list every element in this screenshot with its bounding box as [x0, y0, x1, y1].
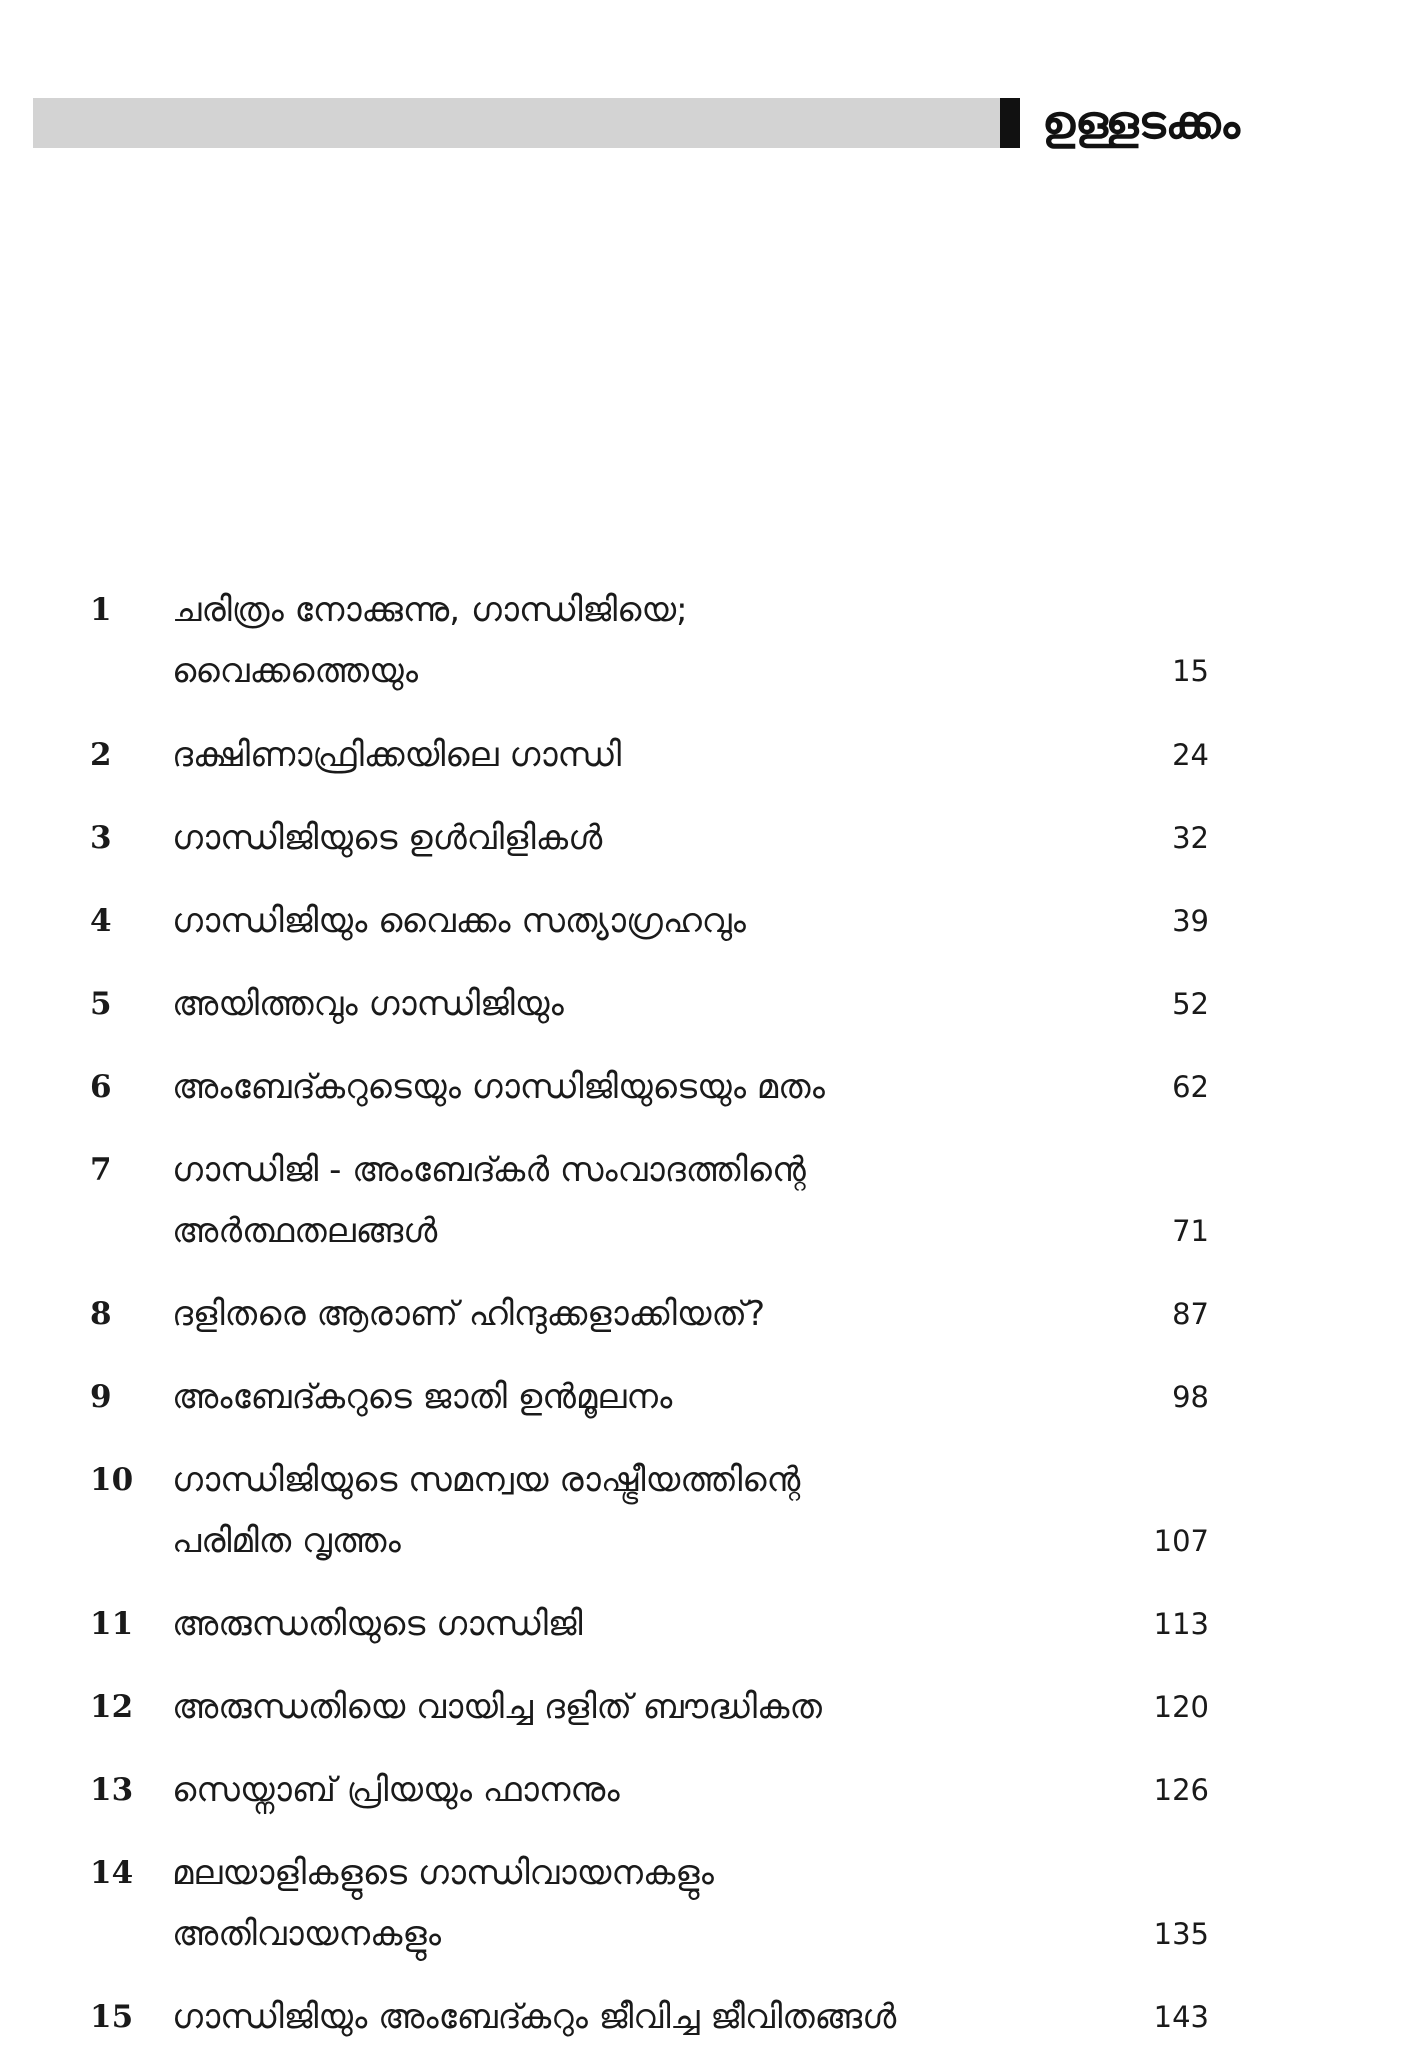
page-number: 39 [1172, 904, 1209, 938]
page-number: 126 [1153, 1773, 1209, 1807]
chapter-number: 13 [90, 1772, 134, 1808]
page-number: 15 [1172, 654, 1209, 688]
chapter-number: 15 [90, 1999, 134, 2035]
page-number: 98 [1172, 1380, 1209, 1414]
chapter-title: ചരിത്രം നോക്കുന്നു, ഗാന്ധിജിയെ; [172, 590, 688, 630]
chapter-title: അംബേദ്കറുടെയും ഗാന്ധിജിയുടെയും മതം [172, 1067, 825, 1107]
chapter-title: സെയ്നാബ് പ്രിയയും ഫാനനും [172, 1770, 620, 1810]
chapter-number: 11 [90, 1606, 134, 1642]
header-rule [33, 98, 1009, 148]
chapter-title: അരുന്ധതിയുടെ ഗാന്ധിജി [172, 1604, 583, 1644]
chapter-title: ഗാന്ധിജി - അംബേദ്കർ സംവാദത്തിന്റെ [172, 1150, 806, 1190]
header-marker [1000, 98, 1020, 148]
page-number: 107 [1153, 1524, 1209, 1558]
page-number: 87 [1172, 1297, 1209, 1331]
chapter-title-continued: അതിവായനകളും [172, 1914, 442, 1954]
page-number: 120 [1153, 1690, 1209, 1724]
page-number: 113 [1153, 1607, 1209, 1641]
page-number: 32 [1172, 821, 1209, 855]
chapter-title: മലയാളികളുടെ ഗാന്ധിവായനകളും [172, 1853, 714, 1893]
chapter-number: 2 [90, 737, 112, 773]
chapter-title: അംബേദ്കറുടെ ജാതി ഉൻമൂലനം [172, 1377, 673, 1417]
page-number: 143 [1153, 2000, 1209, 2034]
chapter-number: 4 [90, 903, 112, 939]
chapter-title: ഗാന്ധിജിയും വൈക്കം സത്യാഗ്രഹവും [172, 901, 746, 941]
page-number: 52 [1172, 987, 1209, 1021]
chapter-title: ഗാന്ധിജിയുടെ സമന്വയ രാഷ്ട്രീയത്തിന്റെ [172, 1460, 801, 1500]
page-number: 24 [1172, 738, 1209, 772]
chapter-title: അരുന്ധതിയെ വായിച്ച ദളിത് ബൗദ്ധികത [172, 1687, 822, 1727]
chapter-number: 5 [90, 986, 112, 1022]
chapter-number: 14 [90, 1855, 134, 1891]
page-title: ഉള്ളടക്കം [1042, 95, 1240, 149]
chapter-number: 3 [90, 820, 112, 856]
chapter-title-continued: പരിമിത വൃത്തം [172, 1521, 401, 1561]
chapter-title: ഗാന്ധിജിയും അംബേദ്കറും ജീവിച്ച ജീവിതങ്ങൾ [172, 1997, 897, 2037]
chapter-title: ദക്ഷിണാഫ്രിക്കയിലെ ഗാന്ധി [172, 735, 622, 775]
chapter-title-continued: വൈക്കത്തെയും [172, 651, 419, 691]
page-number: 71 [1172, 1214, 1209, 1248]
chapter-title: അയിത്തവും ഗാന്ധിജിയും [172, 984, 564, 1024]
chapter-number: 1 [90, 592, 112, 628]
chapter-number: 8 [90, 1296, 112, 1332]
chapter-number: 7 [90, 1152, 112, 1188]
page-number: 62 [1172, 1070, 1209, 1104]
chapter-number: 12 [90, 1689, 134, 1725]
chapter-number: 10 [90, 1462, 134, 1498]
chapter-number: 6 [90, 1069, 112, 1105]
chapter-number: 9 [90, 1379, 112, 1415]
chapter-title: ഗാന്ധിജിയുടെ ഉൾവിളികൾ [172, 818, 603, 858]
chapter-title: ദളിതരെ ആരാണ് ഹിന്ദുക്കളാക്കിയത്? [172, 1294, 766, 1334]
page-number: 135 [1153, 1917, 1209, 1951]
chapter-title-continued: അർത്ഥതലങ്ങൾ [172, 1211, 438, 1251]
